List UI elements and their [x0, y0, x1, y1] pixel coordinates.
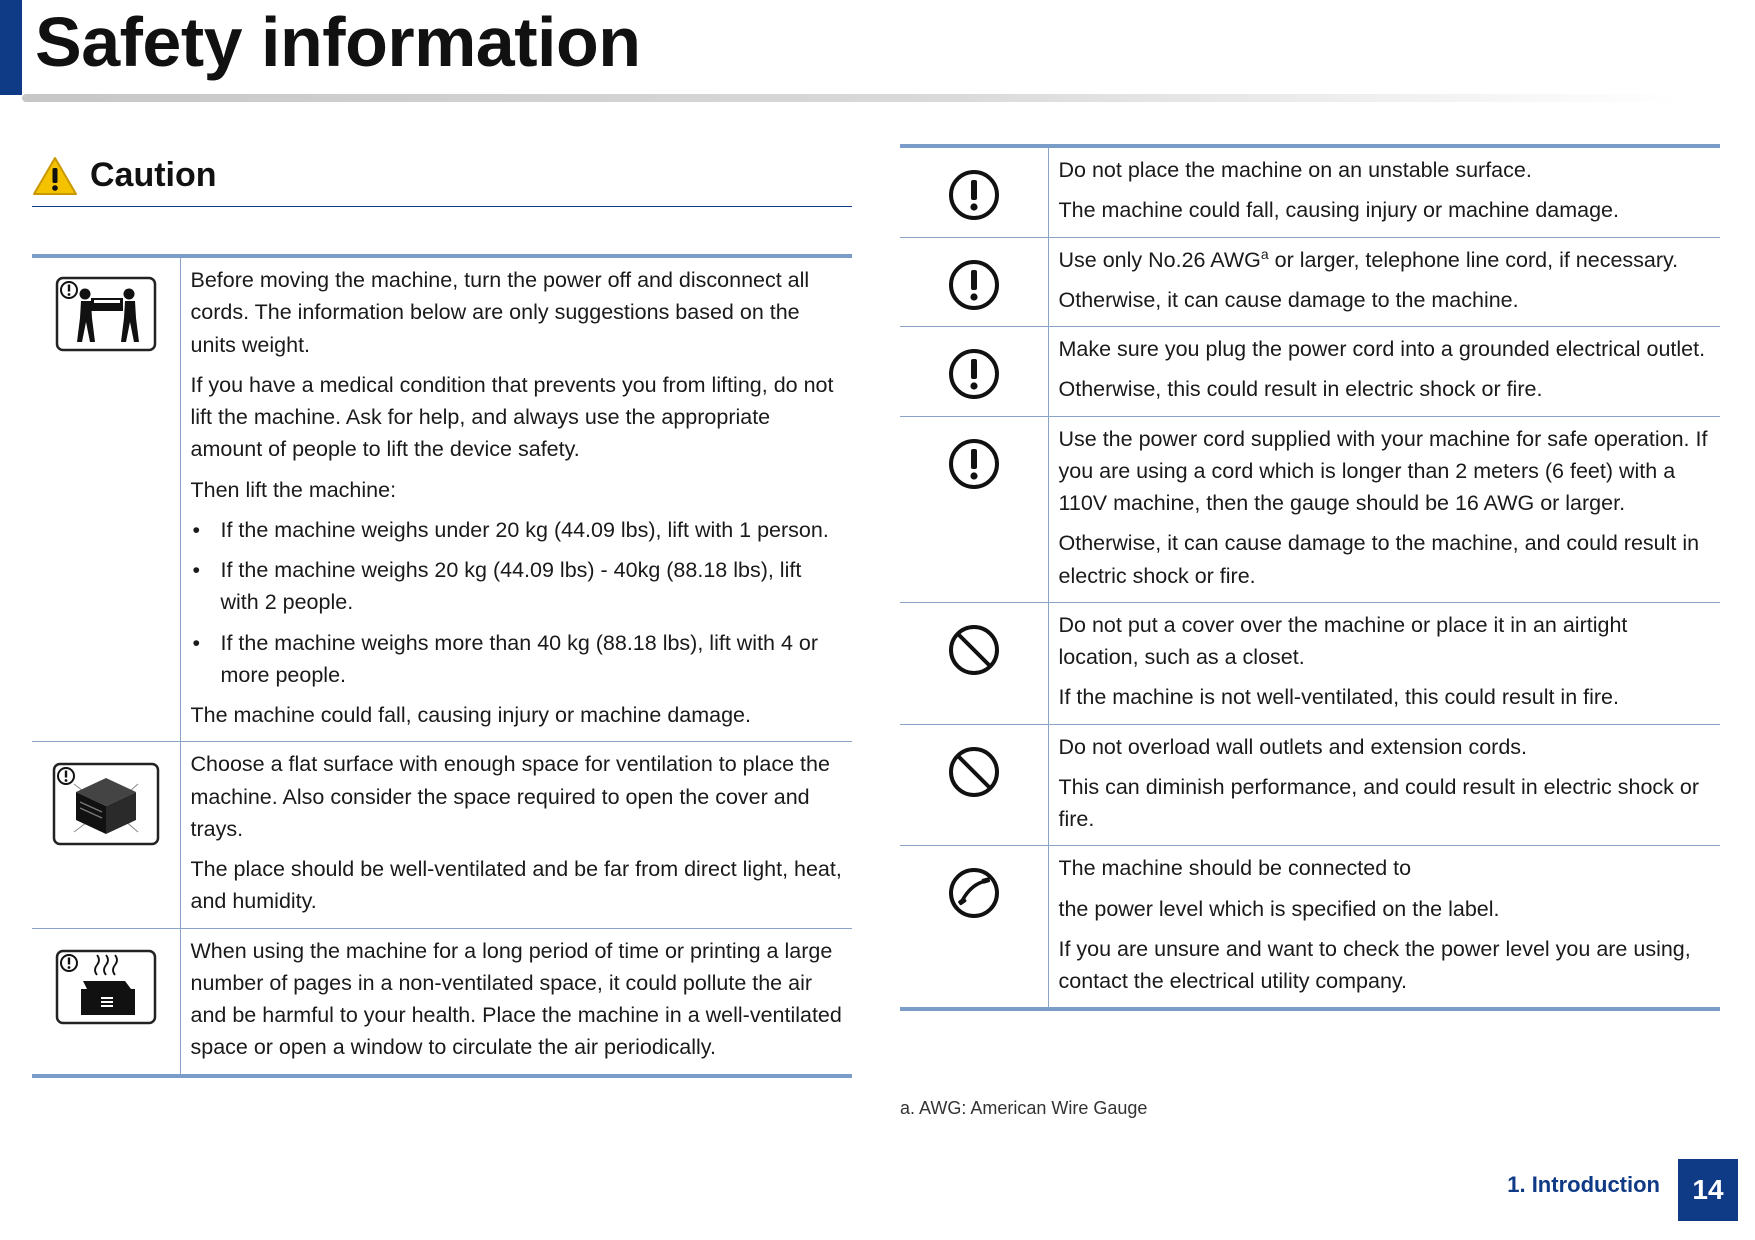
- paragraph: Do not overload wall outlets and extension cords.: [1058, 734, 1527, 759]
- icon-cell: [32, 256, 180, 742]
- flat-surface-ventilation-icon: [52, 762, 160, 846]
- paragraph: Before moving the machine, turn the power off and disconnect all cords. The information below are only suggestions based on the units weight.: [190, 268, 810, 357]
- exclamation-circle-icon: [947, 168, 1001, 222]
- table-row: [32, 742, 852, 928]
- hot-printer-ventilation-icon: [55, 949, 157, 1025]
- page-number: 14: [1678, 1159, 1738, 1221]
- paragraph: [1059, 244, 1711, 276]
- paragraph: If you are unsure and want to check the power level you are using, contact the electrical utility company.: [1058, 936, 1691, 994]
- paragraph: If you have a medical condition that prevents you from lifting, do not lift the machine. Ask for help, and always use the appropriate amount of people to lift the device safety.: [190, 372, 834, 462]
- table-row: [900, 846, 1720, 1010]
- paragraph: Otherwise, it can cause damage to the machine.: [1058, 287, 1519, 312]
- paragraph: Use the power cord supplied with your machine for safe operation. If you are using a cord which is longer than 2 meters (6 feet) with a 110V machine, then the gauge should be 16 AWG or larger.: [1058, 426, 1708, 516]
- paragraph: Otherwise, this could result in electric shock or fire.: [1058, 377, 1543, 402]
- icon-cell: [32, 742, 180, 928]
- table-row: [900, 146, 1720, 237]
- icon-cell: [32, 928, 180, 1076]
- paragraph: Make sure you plug the power cord into a grounded electrical outlet.: [1058, 337, 1706, 362]
- title-underline: [22, 94, 1682, 102]
- text-cell: [1048, 146, 1720, 237]
- warning-triangle-icon: [32, 156, 78, 196]
- table-row: [32, 928, 852, 1076]
- icon-cell: [900, 602, 1048, 724]
- paragraph: Choose a flat surface with enough space for ventilation to place the machine. Also consider the space required to open the cover and trays.: [190, 752, 830, 841]
- text-cell: [1048, 327, 1720, 417]
- paragraph: Do not put a cover over the machine or place it in an airtight location, such as a closet.: [1058, 612, 1628, 670]
- prohibited-circle-icon: [947, 745, 1001, 799]
- paragraph: The place should be well-ventilated and be far from direct light, heat, and humidity.: [190, 857, 842, 914]
- table-row: [900, 327, 1720, 417]
- text-cell: [1048, 416, 1720, 602]
- text-cell: [180, 256, 852, 742]
- paragraph: When using the machine for a long period of time or printing a large number of pages in a non-ventilated space, it could pollute the air and be harmful to your health. Place the machine in a well-ventilated space or open a window to circulate the air periodically.: [190, 938, 842, 1060]
- paragraph: the power level which is specified on the label.: [1058, 896, 1500, 921]
- awg-text-rest: or larger, telephone line cord, if necessary.: [1268, 247, 1679, 272]
- paragraph: Otherwise, it can cause damage to the machine, and could result in electric shock or fire.: [1058, 531, 1700, 588]
- paragraph: The machine should be connected to: [1058, 856, 1412, 881]
- list-item: • If the machine weighs more than 40 kg (88.18 lbs), lift with 4 or more people.: [191, 627, 843, 692]
- icon-cell: [900, 237, 1048, 327]
- paragraph: The machine could fall, causing injury or machine damage.: [190, 703, 751, 727]
- footnote-ref: a: [1260, 245, 1269, 262]
- footer-section-label: 1. Introduction: [1507, 1172, 1660, 1197]
- table-row: [900, 602, 1720, 724]
- paragraph: The machine could fall, causing injury or machine damage.: [1058, 198, 1619, 223]
- icon-cell: [900, 146, 1048, 237]
- caution-table-right: [900, 144, 1720, 1011]
- text-cell: [1048, 724, 1720, 846]
- list-item: • If the machine weighs under 20 kg (44.09 lbs), lift with 1 person.: [191, 514, 843, 546]
- list-item: • If the machine weighs 20 kg (44.09 lbs) - 40kg (88.18 lbs), lift with 2 people.: [191, 554, 843, 619]
- icon-cell: [900, 724, 1048, 846]
- table-row: [900, 724, 1720, 846]
- text-cell: [1048, 602, 1720, 724]
- icon-cell: [900, 416, 1048, 602]
- caution-table-left: [32, 254, 852, 1078]
- prohibited-circle-icon: [947, 623, 1001, 677]
- exclamation-circle-icon: [947, 347, 1001, 401]
- table-row: [900, 416, 1720, 602]
- bullet-list: [191, 514, 843, 691]
- awg-text: Use only No.26 AWG: [1058, 247, 1261, 272]
- page-title: Safety information: [35, 3, 641, 81]
- caution-label: Caution: [90, 156, 217, 194]
- icon-cell: [900, 846, 1048, 1010]
- text-cell: [180, 928, 852, 1076]
- two-person-lift-icon: [55, 276, 157, 352]
- paragraph: Then lift the machine:: [190, 477, 397, 502]
- text-cell: [180, 742, 852, 928]
- text-cell: [1048, 237, 1720, 327]
- paragraph: This can diminish performance, and could result in electric shock or fire.: [1058, 774, 1700, 832]
- table-row: [900, 237, 1720, 327]
- exclamation-circle-icon: [947, 258, 1001, 312]
- icon-cell: [900, 327, 1048, 417]
- paragraph: If the machine is not well-ventilated, this could result in fire.: [1058, 685, 1619, 710]
- caution-heading: [32, 150, 852, 207]
- footnote: a. AWG: American Wire Gauge: [900, 1098, 1148, 1118]
- paragraph: Do not place the machine on an unstable surface.: [1058, 158, 1532, 182]
- exclamation-circle-icon: [947, 437, 1001, 491]
- telephone-circle-icon: [947, 866, 1001, 920]
- text-cell: [1048, 846, 1720, 1010]
- table-row: [32, 256, 852, 742]
- header-accent-bar: [0, 0, 22, 95]
